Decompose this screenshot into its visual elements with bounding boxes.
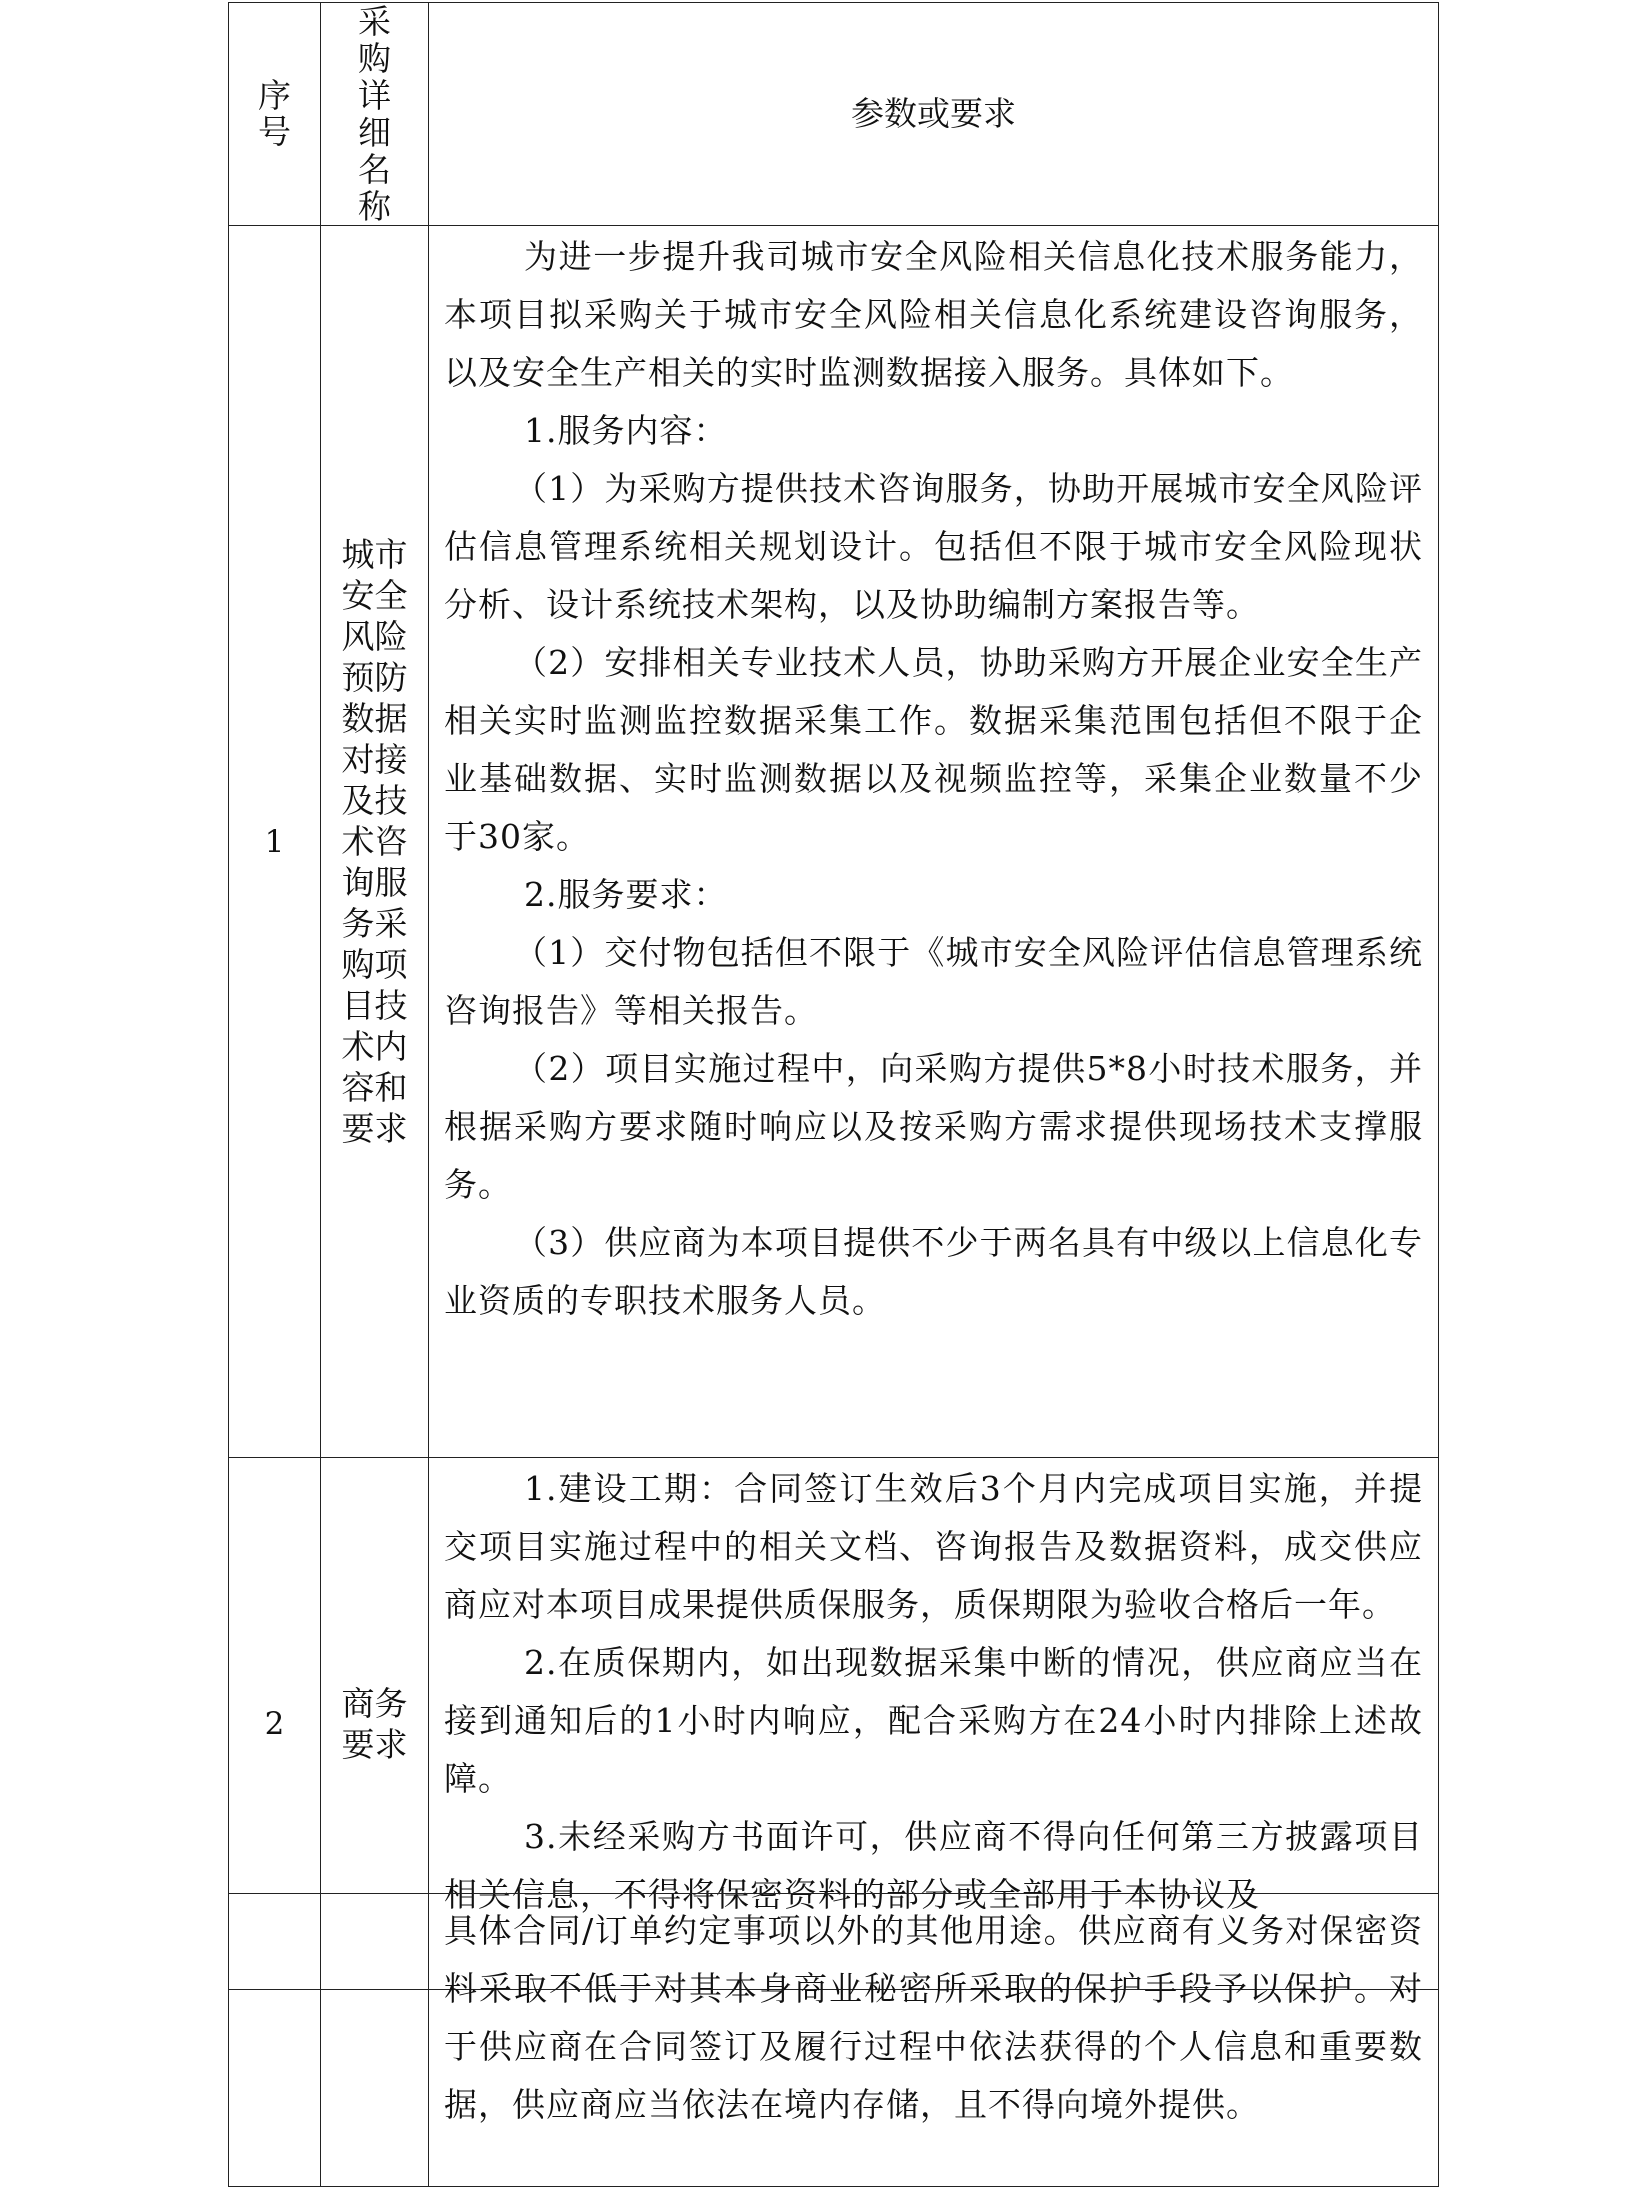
- header-requirements: 参数或要求: [429, 3, 1439, 226]
- row-number: [229, 1894, 321, 2187]
- requirements-table: [228, 2, 1439, 1990]
- paragraph: （2）安排相关专业技术人员，协助采购方开展企业安全生产相关实时监测监控数据采集工作。数据采集范围包括但不限于企业基础数据、实时监测数据以及视频监控等，采集企业数量不少于30家。: [444, 643, 1423, 856]
- row-number: 2: [229, 1458, 321, 1990]
- table-row: [229, 1894, 1439, 2187]
- paragraph: 1.建设工期：合同签订生效后3个月内完成项目实施，并提交项目实施过程中的相关文档、咨询报告及数据资料，成交供应商应对本项目成果提供质保服务，质保期限为验收合格后一年。: [444, 1469, 1423, 1624]
- row-item-name: 城市安全风险预防数据对接及技术咨询服务采购项目技术内容和要求: [321, 226, 429, 1458]
- table-header-row: [229, 3, 1439, 226]
- row-requirements: [429, 226, 1439, 1458]
- paragraph: （2）项目实施过程中，向采购方提供5*8小时技术服务，并根据采购方要求随时响应以及按采购方需求提供现场技术支撑服务。: [444, 1049, 1423, 1204]
- paragraph: 3.未经采购方书面许可，供应商不得向任何第三方披露项目相关信息，不得将保密资料的部分或全部用于本协议及: [444, 1817, 1423, 1914]
- paragraph: 1.服务内容：: [524, 411, 728, 450]
- header-serial: 序号: [229, 3, 321, 226]
- paragraph: （3）供应商为本项目提供不少于两名具有中级以上信息化专业资质的专职技术服务人员。: [444, 1223, 1423, 1320]
- row-item-name: [321, 1894, 429, 2187]
- row-requirements: [429, 1894, 1439, 2187]
- row-item-name: 商务要求: [321, 1458, 429, 1990]
- paragraph: 2.服务要求：: [524, 875, 728, 914]
- paragraph: 为进一步提升我司城市安全风险相关信息化技术服务能力，本项目拟采购关于城市安全风险相关信息化系统建设咨询服务，以及安全生产相关的实时监测数据接入服务。具体如下。: [444, 237, 1423, 392]
- paragraph: 2.在质保期内，如出现数据采集中断的情况，供应商应当在接到通知后的1小时内响应，配合采购方在24小时内排除上述故障。: [444, 1643, 1423, 1798]
- paragraph: （1）为采购方提供技术咨询服务，协助开展城市安全风险评估信息管理系统相关规划设计。包括但不限于城市安全风险现状分析、设计系统技术架构，以及协助编制方案报告等。: [444, 469, 1423, 624]
- header-item-name: 采购详细名称: [321, 3, 429, 226]
- paragraph: （1）交付物包括但不限于《城市安全风险评估信息管理系统咨询报告》等相关报告。: [444, 933, 1423, 1030]
- paragraph: 具体合同/订单约定事项以外的其他用途。供应商有义务对保密资料采取不低于对其本身商业秘密所采取的保护手段予以保护。对于供应商在合同签订及履行过程中依法获得的个人信息和重要数据，供应商应当依法在境内存储，且不得向境外提供。: [444, 1911, 1423, 2124]
- continuation-table: [228, 1893, 1439, 2187]
- row-number: 1: [229, 226, 321, 1458]
- table-row: [229, 226, 1439, 1458]
